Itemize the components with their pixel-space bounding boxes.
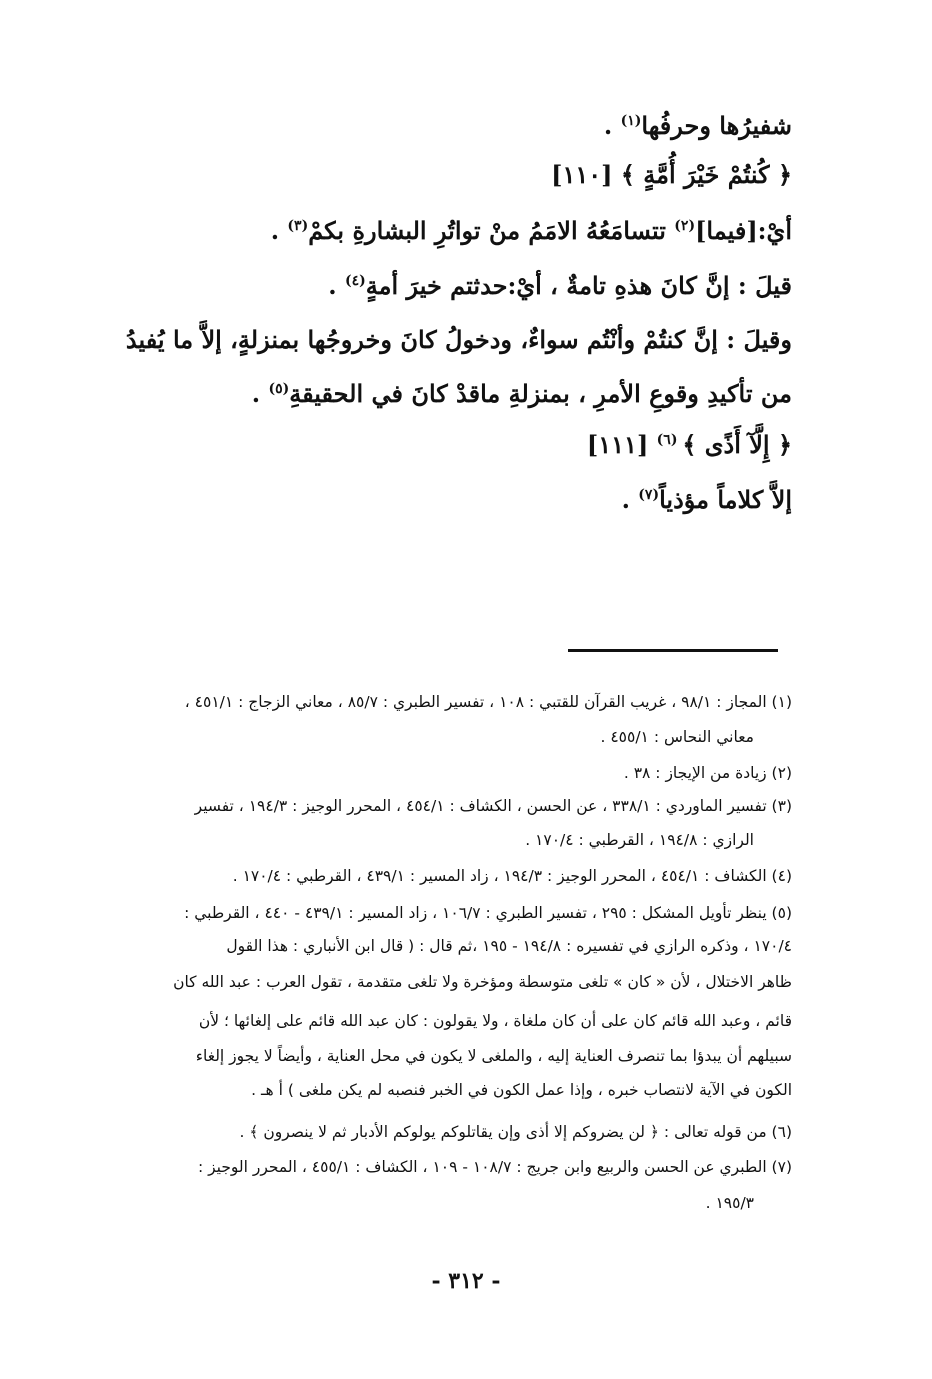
footnote-7-line-1: (٧) الطبري عن الحسن والربيع وابن جريج : ١٠٨/٧ - ١٠٩ ، الكشاف : ٤٥٥/١ ، المحرر الوجيز :: [197, 1158, 792, 1176]
body-text: قيلَ : إنَّ كانَ هذهِ تامةٌ ، أيْ:حدثتم خيرَ أمةٍ: [365, 271, 792, 300]
footnote-3-line-2: الرازي : ١٩٤/٨ ، القرطبي : ١٧٠/٤ .: [525, 831, 754, 849]
page-number: - ٣١٢ -: [431, 1268, 501, 1294]
body-line-6: [252, 378, 792, 410]
footnote-5-line-6: الكون في الآية لانتصاب خبره ، وإذا عمل الكون في الخبر فنصبه لم يكن ملغى ) أ هـ .: [251, 1081, 792, 1099]
footnote-5-line-3: ظاهر الاختلال ، لأن « كان » تلغى متوسطة ومؤخرة ولا تلغى متقدمة ، تقول العرب : عبد الله كان: [173, 973, 792, 991]
body-text: .: [603, 111, 621, 140]
quran-verse: كُنتُمْ خَيْرَ أُمَّةٍ: [634, 160, 778, 189]
footnote-ref: (٥): [268, 381, 290, 397]
body-text: إلاَّ كلاماً مؤذياً: [659, 485, 792, 514]
body-line-8: [622, 484, 792, 516]
footnote-2: (٢) زيادة من الإيجاز : ٣٨ .: [623, 764, 792, 782]
verse-close-bracket: ﴾: [620, 160, 635, 189]
body-text: .: [270, 216, 288, 245]
footnote-ref: (٧): [638, 487, 660, 503]
verse-close-bracket: ﴾: [682, 430, 697, 459]
body-text: من تأكيدِ وقوعِ الأمرِ ، بمنزلةِ ماقدْ كانَ في الحقيقةِ: [289, 379, 792, 408]
body-text: .: [621, 485, 639, 514]
quran-verse: إِلَّآ أَذًى: [696, 430, 778, 459]
verse-line-110: [551, 159, 792, 191]
footnote-4: (٤) الكشاف : ٤٥٤/١ ، المحرر الوجيز : ١٩٤/٣ ، زاد المسير : ٤٣٩/١ ، القرطبي : ١٧٠/٤ .: [232, 867, 792, 885]
body-text: شفيرُها وحرفُها: [641, 111, 792, 140]
footnote-5-line-1: (٥) ينظر تأويل المشكل : ٢٩٥ ، تفسير الطبري : ١٠٦/٧ ، زاد المسير : ٤٣٩/١ - ٤٤٠ ، القرطبي :: [184, 904, 792, 922]
footnote-6: (٦) من قوله تعالى : ﴿ لن يضروكم إلا أذى وإن يقاتلوكم يولوكم الأدبار ثم لا ينصرون ﴾ .: [239, 1123, 792, 1141]
verse-open-bracket: ﴿: [777, 160, 792, 189]
footnote-ref: (٣): [287, 218, 309, 234]
body-line-3: [271, 215, 792, 247]
footnote-ref: (١): [620, 113, 642, 129]
footnote-5-line-2: ١٧٠/٤ ، وذكره الرازي في تفسيره : ١٩٤/٨ - ١٩٥ ،ثم قال : ( قال ابن الأنباري : هذا القول: [226, 937, 792, 955]
body-line-5: [126, 324, 792, 356]
verse-line-111: [587, 429, 792, 461]
body-text: وقيلَ : إنَّ كنتُمْ وأنْتُم سواءٌ، ودخولُ كانَ وخروجُها بمنزلةٍ، إلاَّ ما يُفيدُ: [125, 325, 792, 354]
body-line-1: [604, 110, 792, 142]
footnote-1-line-2: معاني النحاس : ٤٥٥/١ .: [600, 728, 754, 746]
verse-number: [١١٠]: [551, 160, 621, 189]
footnote-1-line-1: (١) المجاز : ٩٨/١ ، غريب القرآن للقتبي : ١٠٨ ، تفسير الطبري : ٨٥/٧ ، معاني الزجاج : ٤٥١/١ ،: [184, 693, 792, 711]
footnote-ref: (٦): [656, 432, 683, 448]
verse-open-bracket: ﴿: [777, 430, 792, 459]
footnote-5-line-5: سبيلهم أن يبدؤا بما تنصرف العناية إليه ، والملغى لا يكون في محل العناية ، وأيضاً لا يجوز إلغاء: [195, 1047, 792, 1065]
body-text: أيْ:[فيما]: [695, 216, 792, 245]
verse-number: [١١١]: [586, 430, 657, 459]
footnote-3-line-1: (٣) تفسير الماوردي : ٣٣٨/١ ، عن الحسن ، الكشاف : ٤٥٤/١ ، المحرر الوجيز : ١٩٤/٣ ، تفسير: [194, 797, 792, 815]
footnote-ref: (٢): [674, 218, 696, 234]
body-text: .: [251, 379, 269, 408]
body-text: .: [328, 271, 345, 300]
body-text: تتسامَعُهُ الامَمُ منْ تواتُرِ البشارةِ بكمْ: [308, 216, 675, 245]
footnote-5-line-4: قائم ، وعبد الله قائم كان على أن كان ملغاة ، ولا يقولون : كان عبد الله قائم على إلغائها ؛ لأن: [198, 1012, 792, 1030]
footnote-ref: (٤): [344, 273, 366, 289]
footnote-7-line-2: ١٩٥/٣ .: [705, 1194, 754, 1212]
body-line-4: [328, 270, 792, 302]
footnote-separator: [568, 649, 778, 652]
